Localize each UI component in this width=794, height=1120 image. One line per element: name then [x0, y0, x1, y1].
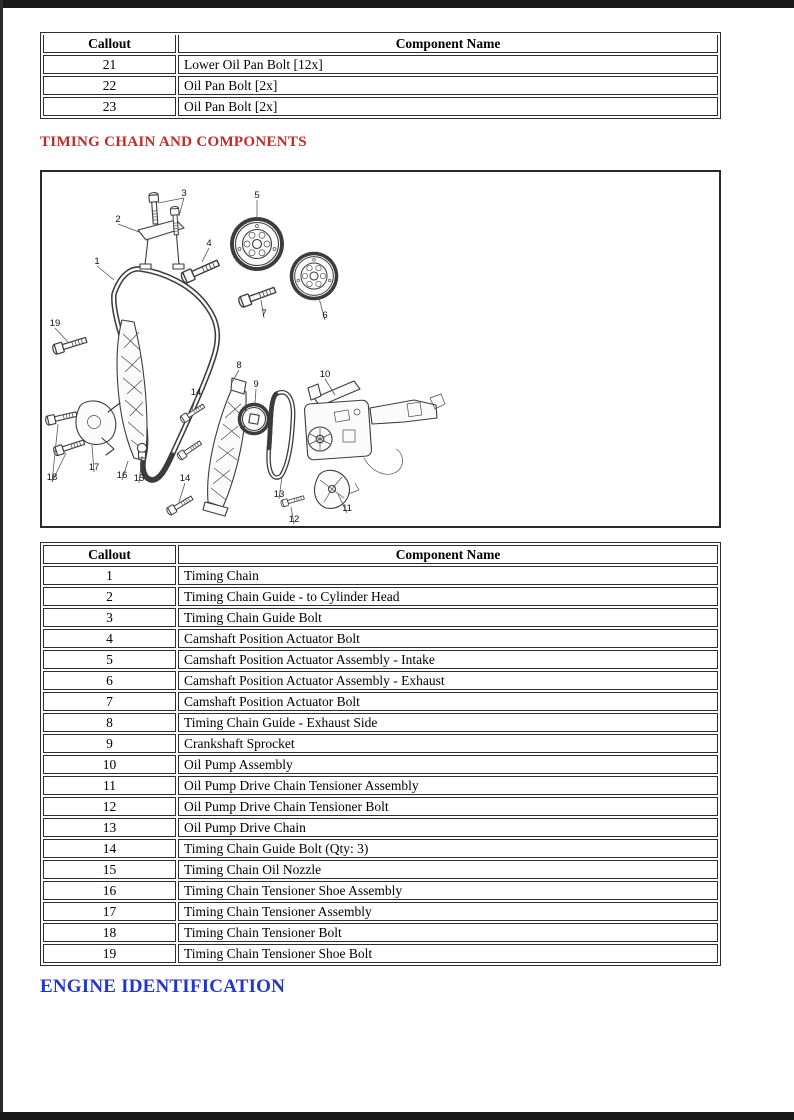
table-row [43, 734, 718, 753]
table-row [43, 923, 718, 942]
timing-chain-exploded-view [42, 172, 719, 526]
diagram-callout-13: 13 [273, 489, 285, 500]
component-name-cell: Timing Chain Tensioner Bolt [178, 923, 718, 942]
guide-bolt-14c [166, 494, 194, 516]
oil-pan-callout-table [40, 32, 721, 119]
left-page-edge [0, 0, 3, 1120]
callout-cell: 4 [43, 629, 176, 648]
table-row [43, 671, 718, 690]
bottom-chrome-bar [0, 1112, 794, 1120]
table-row [43, 755, 718, 774]
diagram-callout-19: 19 [49, 318, 61, 329]
callout-leader-line [179, 198, 184, 216]
component-name-cell: Camshaft Position Actuator Assembly - Intake [178, 650, 718, 669]
callout-cell: 8 [43, 713, 176, 732]
callout-leader-line [97, 266, 114, 280]
diagram-callout-14: 14 [179, 473, 191, 484]
callout-cell: 16 [43, 881, 176, 900]
diagram-callout-9: 9 [253, 379, 259, 390]
diagram-callout-5: 5 [254, 190, 260, 201]
table-header-row [43, 35, 718, 53]
callout-leader-line [202, 248, 209, 262]
table-row [43, 797, 718, 816]
component-name-cell: Camshaft Position Actuator Bolt [178, 629, 718, 648]
diagram-callout-10: 10 [319, 369, 331, 380]
diagram-callout-4: 4 [206, 238, 212, 249]
table-row [43, 608, 718, 627]
tensioner-assembly-art [76, 401, 120, 455]
actuator-bolt-4 [180, 258, 221, 284]
diagram-callout-16: 16 [116, 470, 128, 481]
diagram-callout-layer [47, 188, 352, 525]
table-row [43, 839, 718, 858]
table-row [43, 55, 718, 74]
table-row [43, 860, 718, 879]
component-name-cell: Timing Chain Tensioner Shoe Bolt [178, 944, 718, 963]
callout-leader-line [118, 224, 139, 232]
component-name-cell: Oil Pump Drive Chain Tensioner Bolt [178, 797, 718, 816]
table-row [43, 692, 718, 711]
callout-cell: 12 [43, 797, 176, 816]
component-name-cell: Timing Chain Guide - Exhaust Side [178, 713, 718, 732]
diagram-callout-12: 12 [288, 514, 300, 525]
component-name-cell: Oil Pump Assembly [178, 755, 718, 774]
callout-cell: 7 [43, 692, 176, 711]
callout-leader-line [179, 483, 185, 502]
component-name-cell: Oil Pan Bolt [2x] [178, 76, 718, 95]
top-chrome-bar [0, 0, 794, 8]
table-row [43, 902, 718, 921]
callout-cell: 15 [43, 860, 176, 879]
timing-chain-diagram [40, 170, 721, 528]
callout-leader-line [158, 198, 184, 203]
timing-chain-callout-table [40, 542, 721, 966]
callout-column-header: Callout [43, 545, 176, 564]
crankshaft-sprocket-art [240, 405, 269, 434]
tensioner-bolt-18b [53, 438, 86, 456]
table-row [43, 566, 718, 585]
callout-column-header: Callout [43, 35, 176, 53]
callout-cell: 14 [43, 839, 176, 858]
exhaust-guide-art [203, 378, 246, 516]
component-name-cell: Camshaft Position Actuator Bolt [178, 692, 718, 711]
component-name-cell: Timing Chain [178, 566, 718, 585]
callout-cell: 11 [43, 776, 176, 795]
engine-identification-section-heading: ENGINE IDENTIFICATION [40, 976, 286, 997]
component-name-cell: Oil Pump Drive Chain Tensioner Assembly [178, 776, 718, 795]
diagram-callout-7: 7 [261, 308, 267, 319]
table-header-row [43, 545, 718, 564]
camshaft-actuator-exhaust-art [292, 254, 337, 299]
tensioner-shoe-bolt-19 [52, 335, 88, 355]
tensioner-bolt-18a [45, 410, 78, 426]
timing-chain-section-heading: TIMING CHAIN AND COMPONENTS [40, 134, 307, 150]
oil-nozzle-art [137, 443, 146, 458]
component-name-cell: Crankshaft Sprocket [178, 734, 718, 753]
component-name-cell: Timing Chain Oil Nozzle [178, 860, 718, 879]
callout-cell: 10 [43, 755, 176, 774]
callout-cell: 5 [43, 650, 176, 669]
component-name-cell: Timing Chain Guide - to Cylinder Head [178, 587, 718, 606]
component-name-column-header: Component Name [178, 35, 718, 53]
oil-pump-drive-chain-art [269, 392, 294, 477]
table-row [43, 776, 718, 795]
oil-pump-chain-tensioner-art [315, 470, 359, 508]
diagram-callout-11: 11 [342, 503, 352, 514]
table-row [43, 818, 718, 837]
diagram-callout-6: 6 [322, 310, 328, 321]
table-row [43, 944, 718, 963]
callout-cell: 22 [43, 76, 176, 95]
component-name-cell: Timing Chain Tensioner Assembly [178, 902, 718, 921]
guide-bolt-3a [149, 192, 160, 224]
component-name-cell: Oil Pan Bolt [2x] [178, 97, 718, 116]
diagram-callout-1: 1 [94, 256, 100, 267]
callout-cell: 2 [43, 587, 176, 606]
oil-pump-assembly-art [304, 381, 445, 474]
component-name-column-header: Component Name [178, 545, 718, 564]
callout-cell: 9 [43, 734, 176, 753]
callout-leader-line [55, 328, 68, 342]
table-row [43, 587, 718, 606]
diagram-callout-14: 14 [190, 387, 202, 398]
diagram-callout-17: 17 [88, 462, 100, 473]
component-name-cell: Camshaft Position Actuator Assembly - Exhaust [178, 671, 718, 690]
tensioner-shoe-art [117, 320, 147, 461]
callout-cell: 18 [43, 923, 176, 942]
component-name-cell: Timing Chain Guide Bolt [178, 608, 718, 627]
diagram-callout-8: 8 [236, 360, 242, 371]
table-row [43, 713, 718, 732]
diagram-callout-3: 3 [181, 188, 187, 199]
callout-cell: 13 [43, 818, 176, 837]
callout-cell: 1 [43, 566, 176, 585]
callout-cell: 19 [43, 944, 176, 963]
diagram-callout-15: 15 [133, 473, 145, 484]
table-row [43, 650, 718, 669]
callout-cell: 21 [43, 55, 176, 74]
diagram-callout-2: 2 [115, 214, 121, 225]
table-row [43, 881, 718, 900]
component-name-cell: Timing Chain Guide Bolt (Qty: 3) [178, 839, 718, 858]
callout-leader-line [255, 389, 256, 403]
table-row [43, 76, 718, 95]
component-name-cell: Oil Pump Drive Chain [178, 818, 718, 837]
component-name-cell: Timing Chain Tensioner Shoe Assembly [178, 881, 718, 900]
diagram-callout-18: 18 [46, 472, 58, 483]
table-row [43, 97, 718, 116]
callout-cell: 6 [43, 671, 176, 690]
camshaft-actuator-intake-art [232, 219, 282, 269]
callout-cell: 3 [43, 608, 176, 627]
callout-cell: 17 [43, 902, 176, 921]
table-row [43, 629, 718, 648]
callout-cell: 23 [43, 97, 176, 116]
component-name-cell: Lower Oil Pan Bolt [12x] [178, 55, 718, 74]
actuator-bolt-7 [238, 285, 277, 308]
